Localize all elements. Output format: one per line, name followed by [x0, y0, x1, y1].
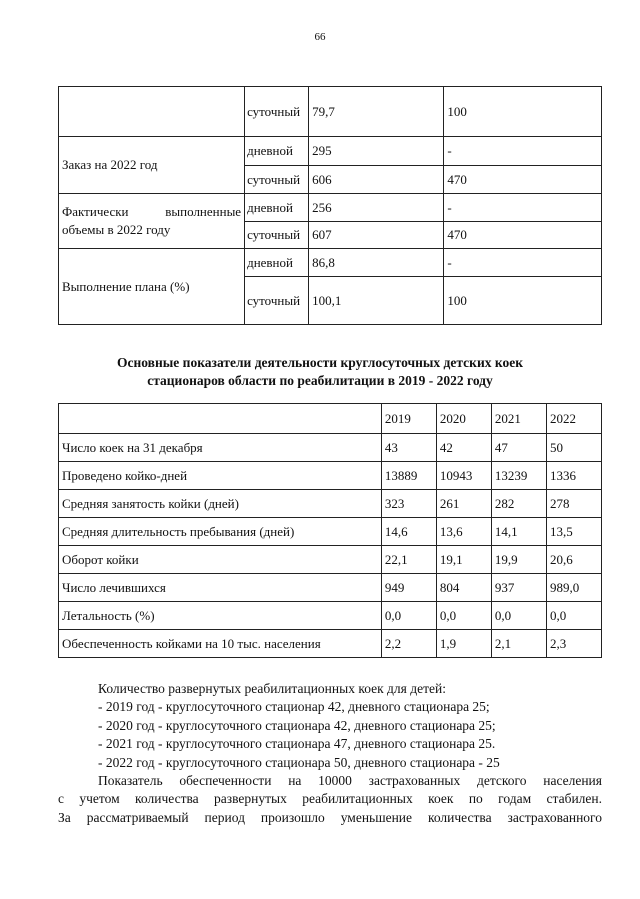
table-row	[59, 87, 602, 137]
section-heading	[40, 354, 600, 390]
value-cell: 19,1	[436, 546, 491, 574]
value-cell: 949	[381, 574, 436, 602]
value-cell: 0,0	[546, 602, 601, 630]
paragraph: Количество развернутых реабилитационных коек для детей:	[98, 681, 446, 696]
value-cell: 2,3	[546, 630, 601, 658]
mode-cell: суточный	[245, 166, 309, 194]
mode-cell: суточный	[245, 87, 309, 137]
value-cell: 100,1	[309, 277, 444, 325]
value-cell: 86,8	[309, 249, 444, 277]
row-label: Заказ на 2022 год	[59, 137, 245, 194]
mode-cell: суточный	[245, 222, 309, 249]
value-cell: 1,9	[436, 630, 491, 658]
value-cell: 14,6	[381, 518, 436, 546]
paragraph-line: Показатель обеспеченности на 10000 застрахованных детского населения	[98, 773, 602, 789]
value-cell: 10943	[436, 462, 491, 490]
value-cell: 42	[436, 434, 491, 462]
value-cell: 13,6	[436, 518, 491, 546]
row-label: Выполнение плана (%)	[59, 249, 245, 325]
value-cell: 0,0	[491, 602, 546, 630]
value-cell: 2,1	[491, 630, 546, 658]
table-row	[59, 574, 602, 602]
row-label	[59, 87, 245, 137]
list-item: - 2020 год - круглосуточного стационара 42, дневного стационара 25;	[98, 717, 496, 733]
value-cell: 470	[444, 222, 602, 249]
row-label: Обеспеченность койками на 10 тыс. населения	[59, 630, 382, 658]
value-cell: 13889	[381, 462, 436, 490]
value-cell: 20,6	[546, 546, 601, 574]
row-label	[59, 194, 245, 249]
table-row	[59, 249, 602, 277]
paragraph-line: За рассматриваемый период произошло уменьшение количества застрахованного	[58, 809, 602, 825]
row-label: Проведено койко-дней	[59, 462, 382, 490]
heading-line: стационаров области по реабилитации в 2019 - 2022 году	[147, 373, 493, 388]
list-item: - 2022 год - круглосуточного стационара 50, дневного стационара - 25	[98, 754, 500, 770]
row-label: Число лечившихся	[59, 574, 382, 602]
value-cell: 606	[309, 166, 444, 194]
indicators-table	[58, 403, 602, 658]
paragraph-line: с учетом количества развернутых реабилитационных коек по годам стабилен.	[58, 791, 602, 807]
value-cell: 278	[546, 490, 601, 518]
plan-table	[58, 86, 602, 325]
value-cell: 13239	[491, 462, 546, 490]
value-cell: -	[444, 249, 602, 277]
value-cell: 989,0	[546, 574, 601, 602]
row-label: Оборот койки	[59, 546, 382, 574]
row-label-line: Фактически выполненные	[62, 204, 242, 219]
year-header: 2019	[381, 404, 436, 434]
header-empty-cell	[59, 404, 382, 434]
value-cell: 22,1	[381, 546, 436, 574]
value-cell: -	[444, 137, 602, 166]
value-cell: 470	[444, 166, 602, 194]
value-cell: 79,7	[309, 87, 444, 137]
value-cell: 2,2	[381, 630, 436, 658]
body-text	[58, 680, 602, 827]
row-label: Число коек на 31 декабря	[59, 434, 382, 462]
table-row	[59, 434, 602, 462]
mode-cell: дневной	[245, 194, 309, 222]
table-row	[59, 630, 602, 658]
table-row	[59, 462, 602, 490]
value-cell: 804	[436, 574, 491, 602]
value-cell: 13,5	[546, 518, 601, 546]
row-label: Летальность (%)	[59, 602, 382, 630]
value-cell: 14,1	[491, 518, 546, 546]
mode-cell: дневной	[245, 137, 309, 166]
value-cell: 50	[546, 434, 601, 462]
value-cell: 295	[309, 137, 444, 166]
heading-line: Основные показатели деятельности круглосуточных детских коек	[117, 355, 523, 370]
value-cell: 47	[491, 434, 546, 462]
year-header: 2022	[546, 404, 601, 434]
mode-cell: суточный	[245, 277, 309, 325]
value-cell: 19,9	[491, 546, 546, 574]
table-row	[59, 546, 602, 574]
list-item: - 2019 год - круглосуточного стационар 42, дневного стационара 25;	[98, 699, 490, 715]
value-cell: 607	[309, 222, 444, 249]
table-row	[59, 137, 602, 166]
value-cell: 261	[436, 490, 491, 518]
value-cell: -	[444, 194, 602, 222]
page-number: 66	[314, 31, 326, 43]
value-cell: 0,0	[381, 602, 436, 630]
value-cell: 100	[444, 277, 602, 325]
value-cell: 100	[444, 87, 602, 137]
value-cell: 256	[309, 194, 444, 222]
value-cell: 1336	[546, 462, 601, 490]
table-row	[59, 490, 602, 518]
table-row	[59, 194, 602, 222]
value-cell: 937	[491, 574, 546, 602]
year-header: 2020	[436, 404, 491, 434]
row-label: Средняя длительность пребывания (дней)	[59, 518, 382, 546]
value-cell: 282	[491, 490, 546, 518]
value-cell: 43	[381, 434, 436, 462]
table-row	[59, 518, 602, 546]
list-item: - 2021 год - круглосуточного стационара 47, дневного стационара 25.	[98, 736, 496, 752]
year-header: 2021	[491, 404, 546, 434]
row-label: Средняя занятость койки (дней)	[59, 490, 382, 518]
header-row	[59, 404, 602, 434]
value-cell: 323	[381, 490, 436, 518]
value-cell: 0,0	[436, 602, 491, 630]
table-row	[59, 602, 602, 630]
row-label-line: объемы в 2022 году	[62, 222, 171, 237]
mode-cell: дневной	[245, 249, 309, 277]
